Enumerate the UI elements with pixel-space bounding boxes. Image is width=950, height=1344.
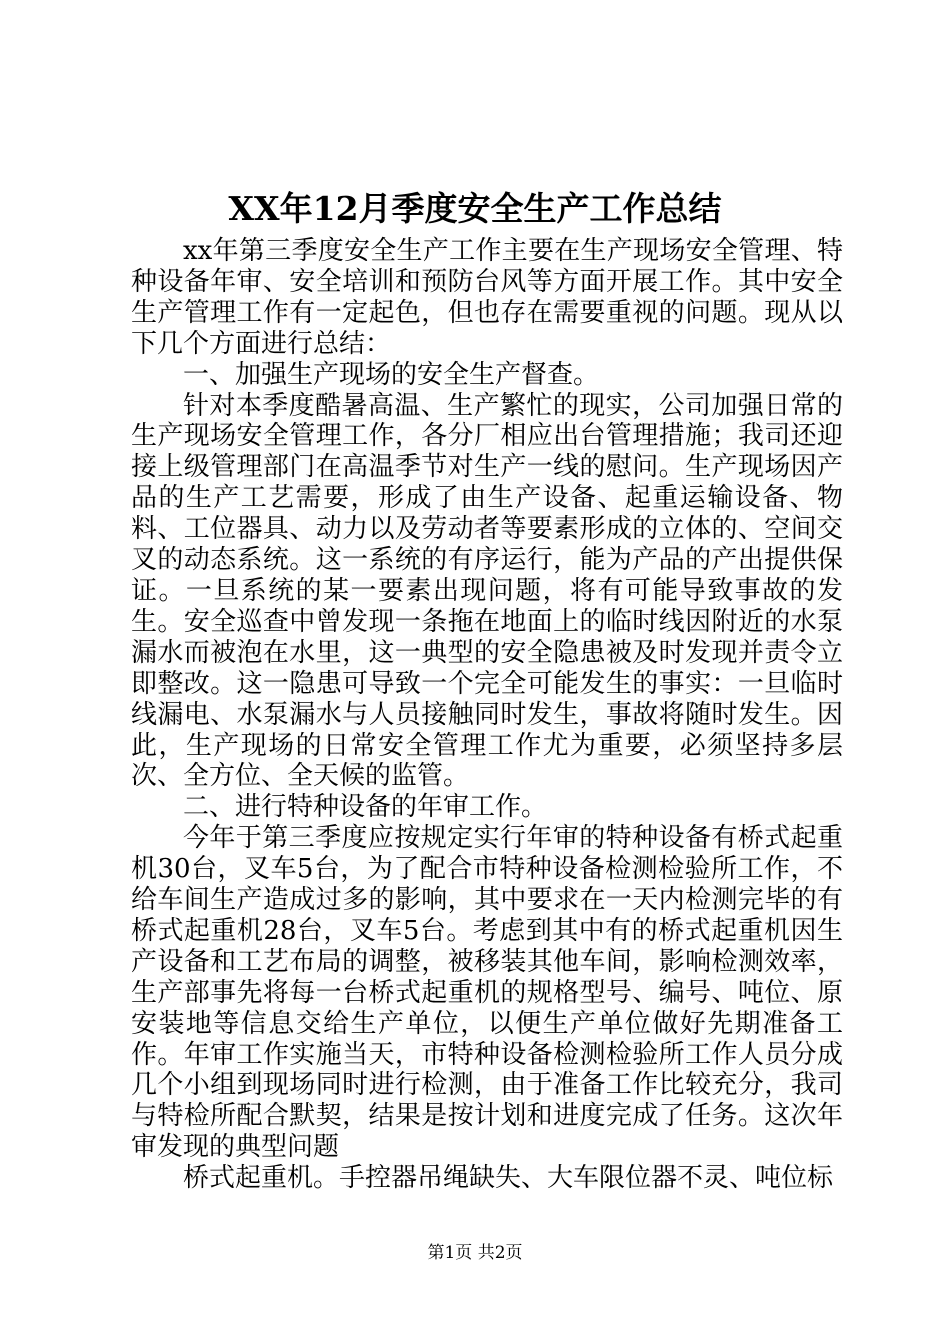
section-heading-1: 一、加强生产现场的安全生产督查。 (183, 359, 600, 390)
document-body (131, 236, 843, 1194)
section-heading-2: 二、进行特种设备的年审工作。 (183, 792, 548, 823)
paragraph-section-2: 今年于第三季度应按规定实行年审的特种设备有桥式起重机30台，叉车5台，为了配合市特种设备检测检验所工作，不给车间生产造成过多的影响，其中要求在一天内检测完毕的有桥式起重机28台，叉车5台。考虑到其中有的桥式起重机因生产设备和工艺布局的调整，被移装其他车间，影响检测效率，生产部事先将每一台桥式起重机的规格型号、编号、吨位、原安装地等信息交给生产单位，以便生产单位做好先期准备工作。年审工作实施当天，市特种设备检测检验所工作人员分成几个小组到现场同时进行检测，由于准备工作比较充分，我司与特检所配合默契，结果是按计划和进度完成了任务。这次年审发现的典型问题 (131, 823, 843, 1163)
paragraph-intro: xx年第三季度安全生产工作主要在生产现场安全管理、特种设备年审、安全培训和预防台风等方面开展工作。其中安全生产管理工作有一定起色，但也存在需要重视的问题。现从以下几个方面进行总结： (131, 236, 843, 359)
document-title: XX年12月季度安全生产工作总结 (228, 189, 722, 228)
page-footer: 第1页 共2页 (427, 1243, 523, 1263)
paragraph-crane: 桥式起重机。手控器吊绳缺失、大车限位器不灵、吨位标 (183, 1163, 834, 1194)
paragraph-section-1: 针对本季度酷暑高温、生产繁忙的现实，公司加强日常的生产现场安全管理工作，各分厂相应出台管理措施；我司还迎接上级管理部门在高温季节对生产一线的慰问。生产现场因产品的生产工艺需要，形成了由生产设备、起重运输设备、物料、工位器具、动力以及劳动者等要素形成的立体的、空间交叉的动态系统。这一系统的有序运行，能为产品的产出提供保证。一旦系统的某一要素出现问题，将有可能导致事故的发生。安全巡查中曾发现一条拖在地面上的临时线因附近的水泵漏水而被泡在水里，这一典型的安全隐患被及时发现并责令立即整改。这一隐患可导致一个完全可能发生的事实：一旦临时线漏电、水泵漏水与人员接触同时发生，事故将随时发生。因此，生产现场的日常安全管理工作尤为重要，必须坚持多层次、全方位、全天候的监管。 (131, 390, 843, 792)
